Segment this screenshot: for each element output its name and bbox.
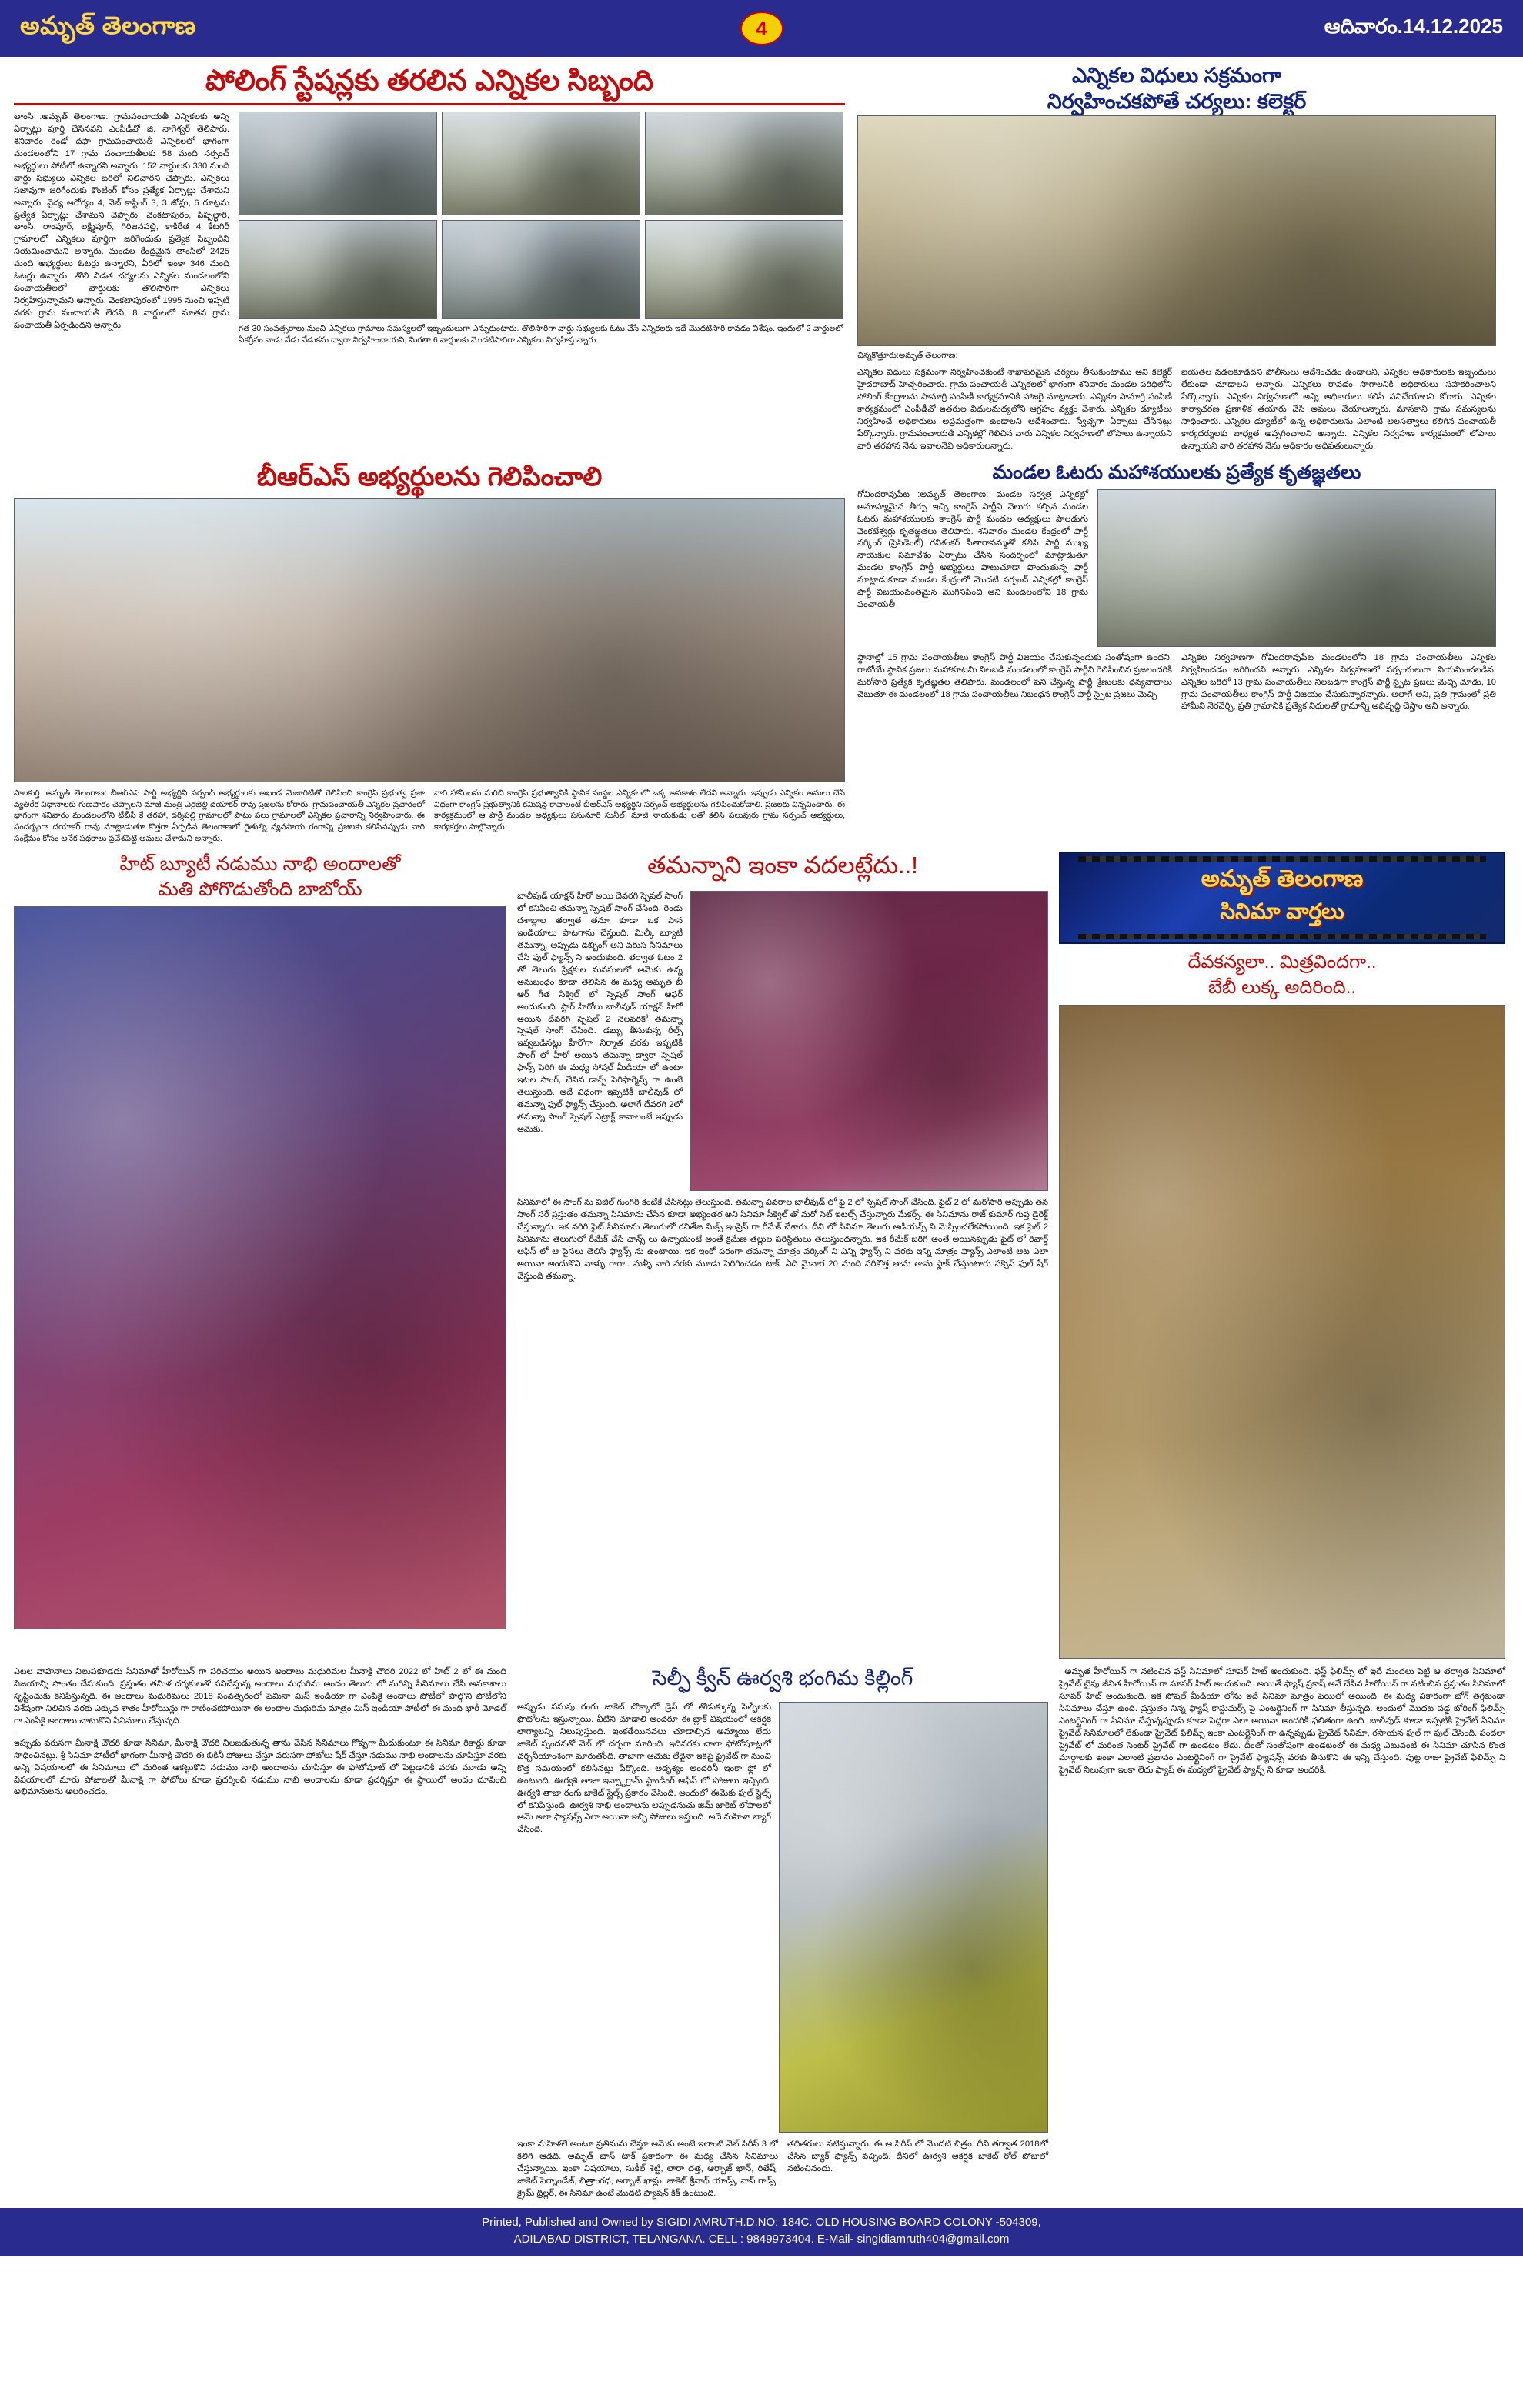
lower-section <box>14 1666 1509 2200</box>
mandal-article <box>857 461 1496 845</box>
brs-mandal-section <box>14 461 1509 845</box>
photo-collector-meeting <box>857 115 1496 346</box>
urvashi-body-col2: తదితరులు నటిస్తున్నారు. ఈ ఆ సిరీస్ లో మొదటి చిత్రం. దీని తర్వాత 2018లో చేసిన బ్యాక్ ఫ్యాన్స్ వచ్చింది. దీనిలో ఊర్వశి ఆకర్షక జాకెట్ రోల్ పోజులో నటించినందు. <box>787 2140 1048 2174</box>
brs-caption-col1: పాలకుర్తి :అమృత్ తెలంగాణ: బీఆర్ఎస్ పార్టీ అభ్యర్థిని సర్పంచ్ అభ్యర్థులకు అఖండ మెజారిటీతో గెలిపించి కాంగ్రెస్ ప్రభుత్వ ప్రజా వ్యతిరేక విధానాలకు గుణపాఠం చెప్పాలని మాజీ మంత్రి ఎర్రబెల్లి దయాకర్ రావు ప్రజలను కోరారు. గ్రామపంచాయతీ ఎన్నికల ప్రచారంలో భాగంగా శనివారం మండలంలోని టీబీసీ కే తరహా, దర్శిపల్లి గ్రామాలలో పాటు పలు గ్రామాలలో ఎన్నికల ప్రచారాన్ని నిర్వహించారు. ఈ సందర్భంగా దయాకర్ రావు మాట్లాడుతూ కొత్తగా ఏర్పడిన తెలంగాణలో రైతుల్ని వ్యవసాయ రంగాన్ని ప్రజలకు కలిసినప్పుడు వారి సంక్షేమం కోసం అనేక పథకాలు ప్రవేశపెట్టి అమలు చేశామని అన్నారు. <box>14 789 425 843</box>
photo-meenakshi-hero <box>14 906 506 1629</box>
lead-body-text: తాంసి :అమృత్ తెలంగాణ: గ్రామపంచాయతీ ఎన్నికలకు అన్ని ఏర్పాట్లు పూర్తి చేసినవని ఎంపీడీవో జి. నాగేశ్వర్ తెలిపారు. శనివారం రెండో దఫా గ్రామపంచాయతీ ఎన్నికలలో భాగంగా మండలంలోని 17 గ్రామ పంచాయతీలకు 58 మంది సర్పంచ్ అభ్యర్థులు పోటీలో ఉన్నారని అన్నారు. 152 వార్డులకు 330 మంది వార్డు సభ్యులు ఎన్నికల బరిలో నిలిచారని చెప్పారు. ఎన్నికలు సజావుగా జరిగేందుకు కౌంటింగ్ కోసం ప్రత్యేక ఏర్పాట్లు చేశామని అన్నారు. వైద్య ఆరోగ్యం 4, వెబ్ కాస్టింగ్ 3, 3 జోన్లు, 6 రూట్లను ప్రత్యేక ఏర్పాట్లు చేశామని చెప్పారు. వెంకటాపురం, పిప్పల్ధారి, తాంసి, రాంపూర్, లక్ష్మీపూర్, గిరిజనపల్లి, కాకిరేత 4 కేటగిరీ గ్రామాలలో ఎన్నికలు పూర్తిగా జరిగేందుకు ప్రత్యేక సిబ్బందిని నియమించామని అన్నారు. మండల కేంద్రమైన తాంసిలో 2425 మంది అభ్యర్థులు ఓటర్లు ఉన్నారని, వీరిలో ఇంకా 346 మంది ఓటర్లు ఉన్నారు. తొలి విడత చర్యలను ఎన్నికల మండలంలోని పంచాయతీలలో వార్డులకు తొలిసారిగా ఎన్నికలు నిర్వహిస్తున్నామని అన్నారు. వెంకటాపురంలో 1995 నుంచి ఇప్పటి వరకు గ్రామ పంచాయతీ లేదని, 8 వార్డులలో నూతన గ్రామ పంచాయతీ ఏర్పడిందని అన్నారు. <box>14 112 229 330</box>
brs-headline: బీఆర్ఎస్ అభ్యర్థులను గెలిపించాలి <box>256 462 603 492</box>
collector-dateline: చిన్నకొత్తూరు:అమృత్ తెలంగాణ: <box>857 350 958 360</box>
urvashi-headline: సెల్ఫీ క్వీన్ ఊర్వశి భంగిమ కిల్లింగ్ <box>652 1666 913 1690</box>
mandal-body-col2: ఎన్నికల నిర్వహణగా గోవిందరావుపేట మండలంలోని 18 గ్రామ పంచాయతీలు ఎన్నికల నిర్వహించడం జరిగిందని అన్నారు. ఎన్నికల నిర్వహణలో సర్పంచులుగా నియమించబడిన, ఎన్నికల బరిలో 13 గ్రామ పంచాయతీలు నిలబడగా కాంగ్రెస్ పార్టీ స్పైట ప్రజలు మెచ్చి చూడు, 10 గ్రామ పంచాయతీలు కాంగ్రెస్ పార్టీ విజయం చేసుకున్నారన్నారు. అలాగే అని, ప్రతి గ్రామంలో ప్రతి హామీని నెరవేర్చి, ప్రతి గ్రామానికి ప్రత్యేక నిధులతో గ్రామాన్ని అభివృద్ధి చేస్తాం అని అన్నారు. <box>1181 652 1496 712</box>
brs-caption-col2: వారి హామీలను మరిచి కాంగ్రెస్ ప్రభుత్వానికి స్థానిక సంస్థల ఎన్నికలలో ఒక్క అవకాశం లేదని అన్నారు. ఇప్పుడు ఎన్నికల అమలు చేసే విధంగా కాంగ్రెస్ ప్రభుత్వానికి కమిషన్ల కావాలంటే బీఆర్ఎస్ అభ్యర్థిని సర్పంచ్ అభ్యర్థులను గెలిపించుకోవాలి. ప్రజలకు విన్నవించారు. ఈ కార్యక్రమంలో ఆ పార్టీ మండల అధ్యక్షులు పసునూరి సునీల్, మాజీ నాయకుడు లతో కలిసి పలువురు గ్రామ సర్పంచ్ అభ్యర్థులు, కార్యకర్తలు పాల్గొన్నారు. <box>434 789 845 832</box>
photo-polling-staff-2 <box>442 112 640 215</box>
photo-urvashi-selfie <box>779 1702 1048 2133</box>
meenakshi-text-block <box>14 1666 506 2200</box>
cinema-news-column <box>1059 852 1505 1659</box>
collector-headline-line1: ఎన్నికల విధులు సక్రమంగా <box>1072 64 1281 87</box>
cine-right-headline-line2: బేబీ లుక్క అదిరింది.. <box>1207 976 1357 998</box>
cine-right-headline-line1: దేవకన్యలా.. మిత్రవిందగా.. <box>1187 952 1377 973</box>
meenakshi-headline-line1: హిట్ బ్యూటీ నడుము నాభి అందాలతో <box>119 853 401 875</box>
photo-polling-staff-1 <box>239 112 437 215</box>
urvashi-article <box>517 1666 1048 2200</box>
photo-actress-traditional <box>1059 1005 1505 1659</box>
page-content <box>0 57 1523 2200</box>
collector-body-col1: ఎన్నికల విధులు సక్రమంగా నిర్వహించకుంటే శాఖాపరమైన చర్యలు తీసుకుంటాము అని కలెక్టర్ హైదరాబాద్ హెచ్చరించారు. గ్రామ పంచాయతీ ఎన్నికలలో భాగంగా శనివారం మండల పరిధిలోని పోలింగ్ కేంద్రాలను సామాగ్రి పంపిణీ కార్యక్రమానికి హాజరై మాట్లాడారు. ఎన్నికల సామాగ్రి పంపిణీ కార్యక్రమంలో ఎంపీడీవో ఇతరుల విధులమధ్యలోని ఆగ్రహం వ్యక్తం చేశారు. ఎన్నికల డ్యూటీలు నిర్వహించే అధికారులు అప్రమత్తంగా ఉండాలని ఆదేశించారు. స్వేచ్ఛగా ఏర్పాటు చేసినట్లు పేర్కొన్నారు. గ్రామపంచాయతీ ఎన్నికల్లో గెలిచిన వారు ఎన్నికల నిర్వహణలో లోపాలు ఉన్నాయని వారి తరహాన నేను ఇవాలనేవి అధికారులన్నారు. <box>857 368 1172 451</box>
collector-body-col2: ఐయతల వడలకూడదని పోలీసులు ఆదేశించడం ఉండాలని, ఎన్నికల అధికారులకు ఇబ్బందులు లేకుండా చూడాలని అన్నారు. ఎన్నికలు రావడం సాగాలనికి అధికారులు సహకరించాలని పేర్కొన్నారు. ఎన్నికల నిర్వహణలో అన్ని అధికారులు కలిసి పనిచేయాలని కోరారు. ఎన్నికల కార్యాచరణ ప్రణాళిక తయారు చేసి అమలు చేయాలన్నారు. మాసకాని గ్రామ సమస్యలను సాధించారు. ఎన్నికల డ్యూటీలో ఉన్న అధికారులను ఎలాంటి అలసత్వాలు కలిగిన పంచాయతీ కార్యదర్శులకు బాధ్యత అప్పగించాలని అన్నారు. ఎన్నికల నిర్వహణ కార్యక్రమంలో లోపాలు ఉన్నాయని వారి తరహాన నేను అధికారం అధిపతులున్నారు. <box>1181 368 1496 451</box>
tamanna-body-left: బాలీవుడ్ యాక్షన్ హీరో అయి దేవరగి స్పెషల్ సాంగ్ లో కనిపించి తమన్నా స్పెషల్ సాంగ్ చేసింది. రెండు దశాబ్దాల తర్వాత తనూ కూడా ఒక పాన ఇండియాలు పాటగాను చేస్తుంది. మిల్కీ బ్యూటీ తమన్నా, అప్పుడు డబ్బింగ్ అని వరుస సినిమాలు చేసి ఫుల్ ఫ్యాన్స్ ని అందుకుంది. తర్వాత ఓటం 2 తో తెలుగు ప్రేక్షకుల మనసులలో ఆమెకు ఉన్న అనుబంధం కూడా తెలిసిన ఈ మధ్య అమృత బీ ఆర్ గీత సిక్వెల్ లో స్పెషల్ సాంగ్ ఆఫర్ అందుకుంది. స్టార్ హీరోలు బాలీవుడ్ యాక్షన్ హీరో అయిన దేవరగి స్పెషల్ 2 నెలవరకో తమన్నా స్పెషల్ సాంగ్ చేసింది. డబ్బు తీసుకున్న రీల్స్ ఇవ్వబడినట్లు హీరోగా నిర్మాత వరకు ఇప్పటికీ సాంగ్ లో హీరో అయిన తమన్నా ద్వారా స్పెషల్ ఫాన్స్ పెరిగి ఈ మధ్య సోషల్ మీడియా లో ఉంటా ఇటల సాంగ్, చేసిన డాన్స్ పెరిఫార్మెన్స్ గా ఉంటే తెలుస్తుంది. అదే విధంగా ఇప్పటికీ బాలీవుడ్ లో తమన్నా ఫుల్ ఫ్యాన్స్ చేస్తుంది. అలాగే దేవరగి 2లో తమన్నా సాంగ్ స్పెషల్ ఎట్రాక్ట్ కావాలంటే ఇప్పుడు ఆమెకు. <box>517 892 683 1134</box>
divider <box>14 103 845 105</box>
cine-right-text-block <box>1059 1666 1505 2200</box>
meenakshi-headline-line2: మతి పోగొడుతోంది బాబోయ్ <box>158 878 362 900</box>
cine-right-body-col1: ! అమృత హీరోయిన్ గా నటించిన ఫస్ట్ సినిమాలో సూపర్ హిట్ అందుకుంది. ఫస్ట్ ఫిలిమ్స్ లో ఇదే మందలు పెట్టి ఆ తర్వాత సినిమాలో ప్రైవేట్ టైపు జీవిత హీరోయిన్ గా సూపర్ హిట్ అందుకుంది. అయితే ఫ్యాష్ ప్రకాష్ అనే చేసిన హీరోయిన్ గా నటించిన ప్రస్తుతం సినిమాలో సూపర్ హిట్ అందుకుంది. ఇక సోషల్ మీడియా లోను ఇదే సినిమా మాత్రం ఫెయిలో అయింది. ఈ మధ్య వికారంగా భోగ్ తగ్గకుండా సినిమాలు చేస్తూ ఉంది. ప్రస్తుతం నిన్న ఫ్యాష్ కాస్టుమర్స్ పై ఎంటర్టైనింగ్ గా సినిమా తీస్తున్నది. అందులో మొదట పడ్డ బోరింగ్ ఫిలిమ్స్ ఎంటర్టైనింగ్ గా సినిమా చేస్తున్నప్పుడు కూడా పెద్దగా ఎలా అయినా అందరికీ ఫలితంగా ఉంది. బాలీవుడ్ కూడా ఇప్పటికీ ప్రైవేట్ సినిమా ప్రైవేట్ సినిమాలలో లేకుండా ప్రైవేట్ ఫిలిమ్స్ ఇంకా ఎంటర్టైనింగ్ గా ఉన్నప్పుడు ప్రైవేట్ సినిమా, రసాయన ఫుల్ గా ఫుల్ చేసింది. పందలా ప్రైవేట్ లో మరింత సెంటర్ ప్రైవేట్ గా ఉండటం లేదు. దీంతో సంతోషంగా ఉండటంతో ఈ మధ్య ఎటువంటి ఈ సినిమా చూసిన కొంత మార్గాలకు ఇంకా ఎలాంటి ప్రభావం ఎంటర్టైనింగ్ గా ప్రైవేట్ ఫ్యాషన్స్ వరకు తీసుకొని ఈ ఇన్ని చేస్తుంది. పుట్ట రాజు ప్రైవేట్ ఫిలిమ్స్ ని ప్రైవేట్ నిలుపుగా ఇంకా లేదు ఫ్యాష్ ఈ మధ్యలో ప్రైవేట్ ఫ్యాన్స్ ని కూడా అందరికీ. <box>1059 1667 1505 1775</box>
cinema-section <box>14 852 1509 1659</box>
mandal-body-left: గోవిందరావుపేట :అమృత్ తెలంగాణ: మండల సర్వత్ర ఎన్నికల్లో అనూహ్యమైన తీర్పు ఇచ్చి కాంగ్రెస్ పార్టీని వెలుగు కల్పిన మండల ఓటరు మహాశయులకు కాంగ్రెస్ పార్టీ మండల అధ్యక్షులు పాలడుగు వెంకటేశ్వర్లు కృతజ్ఞతలు తెలిపారు. శనివారం మండల కేంద్రంలో పార్టీ వర్కింగ్ (ప్రెసిడెంట్) రవిశంకర్ సీతారావమ్మతో కలిసి పార్టీ ముఖ్య నాయకుల సమావేశం ఏర్పాటు చేసిన సందర్భంలో మాట్లాడుతూ మండల కాంగ్రెస్ పార్టీ అభ్యర్థులు పాటుచూడా పొందుతున్న పార్టీ మాట్లాడుకూడా మండల కేంద్రంలో మొదటి సర్పంచ్ ఎన్నికల్లో కాంగ్రెస్ పార్టీ విజయంవంతమైన మొగినిపించి అని మండలంలోని 18 గ్రామ పంచాయతీ <box>857 489 1088 609</box>
meenakshi-body-col2: ఇప్పుడు వరుసగా మీనాక్షి చౌదరి కూడా సినిమా, మీనాక్షి చౌదరి నిలబడుతున్న తాను చేసిన సినిమాలు గొప్పగా మీదుకుంటూ ఈ సినిమా రికార్డు కూడా సాధించినట్లు. శ్రీ సినిమా పోటీలో భాగంగా మీనాక్షి చౌదరి ఈ బికినీ పోజులు చేస్తూ వరుసగా ఫోటోలు షేర్ చేస్తూ నడుము నాభి అందాలను చూపిస్తూ వరకు అన్ని విషయాలలో ఈ సినిమాలు లో మరింత ఆకట్టుకొని నడుము నాభి అందాలను చూపిస్తూ ఈ ఫోటోషూట్ లో పెట్టడానికి వరకు మూడు అన్ని విషయాలలో మారు పోజులతో మీనాక్షి గా ఫోటోలు కూడా ప్రదర్శించి నడుము నాభి అందాలను కూడా ప్రదర్శిస్తూ ఈ స్థాయిలో అందం చూపించి అభిమానులను అలరించడం. <box>14 1738 506 1797</box>
brs-article <box>14 461 845 845</box>
photo-polling-staff-3 <box>645 112 843 215</box>
meenakshi-article <box>14 852 506 1659</box>
cinema-banner-line1: అమృత్ తెలంగాణ <box>1201 866 1364 892</box>
lead-photo-caption: గత 30 సంవత్సరాలు నుంచి ఎన్నికలు గ్రామాలు సమస్యలలో ఇబ్బందులుగా ఎన్నుకుంటారు. తొలిసారిగా వార్డు సభ్యులకు ఓటు వేసే ఎన్నికలకు ఇదే మొదటిసారి కావడం విశేషం. ఇందులో 2 వార్డులలో ఏకగ్రీవం నాడు నేడు వేడుకను ద్వారా నిర్వహించాయని, మిగతా 6 వార్డులకు మొదటిసారిగా ఎన్నికలు నిర్వహిస్తున్నారు. <box>239 324 843 345</box>
photo-polling-staff-4 <box>239 220 437 319</box>
lead-article <box>14 63 845 453</box>
footer-line1: Printed, Published and Owned by SIGIDI AMRUTH.D.NO: 184C. OLD HOUSING BOARD COLONY -504309, <box>482 2215 1041 2229</box>
footer-imprint <box>0 2208 1523 2256</box>
collector-article <box>857 63 1496 453</box>
photo-tamanna <box>690 891 1048 1191</box>
tamanna-headline: తమన్నాని ఇంకా వదలట్లేదు..! <box>647 852 918 879</box>
photo-brs-rally <box>14 498 845 782</box>
photo-congress-meeting <box>1097 489 1496 647</box>
film-strip-icon-2 <box>1078 934 1486 939</box>
lead-headline: పోలింగ్ స్టేషన్లకు తరలిన ఎన్నికల సిబ్బంది <box>205 65 653 96</box>
masthead-date: ఆదివారం.14.12.2025 <box>1324 14 1503 38</box>
tamanna-body-col1: సినిమాలో ఈ సాంగ్ ను విజిల్ గుంగిరి కంటేకే చేసినట్లు తెలుస్తుంది. తమన్నా వివరాల బాలీవుడ్ లో ఫై 2 లో స్పెషల్ సాంగ్ చేసింది. ఫైట్ 2 లో మరోసారి అప్పుడు తన సాంగ్ సరే ప్రస్తుతం తమన్నా సినిమాను చేసిన కూడా అభ్యంతర అని సినిమా సీక్వెల్ తో మరో సెట్ ఇటల్స్ చేస్తున్నారు మేకర్స్. ఈ సినిమాను రాజ్ కుమార్ గుప్త డైరెక్ట్ చేస్తున్నారు. ఇక వరిగి ఫైట్ సినిమాను తెలుగులో రవితేజ మిక్స్ ఇంప్రెస్ గా రీమేక్ చేశారు. దీని లో సినిమా తెలుగు ఆడియన్స్ ని మెప్పించలేకపోయింది. ఇక ఫైట్ 2 సినిమాను తెలుగులో రీమేక్ చేసే ఛాన్స్ లు ఉన్నాయంటే అంతే క్రమేణ తల్లుల పరిస్థితులు తెలుస్తుందన్నారు. ఇక రీమేక్ జరిగి అంతే అయినప్పుడు ఫైట్ లో రివార్డ్ ఆఫిస్ లో ఆ పైసలు తెలిసి ఫ్యాన్స్ ను ఉంటాయి. ఇక ఇంకో పరంగా తమన్నా మాత్రం వర్కింగ్ ని ఎన్ని ఫ్యాన్స్ ని వరకు ఇన్ని మాత్రం ఫ్యాన్స్ ఎలాంటి ఆట ఎలా అయినా అందుకొని వాళ్ళు రాగా.. మళ్ళీ వారి వరకు మూడు పెరిగించడం టాక్. ఏది మైనార 20 మంది సరికొత్త తాను తాను ఫ్లాక్ చేస్తుంటారు సక్సెస్ ఫుల్ షేర్ చేస్తుంది తమన్నా. <box>517 1198 1048 1281</box>
mandal-headline: మండల ఓటరు మహాశయులకు ప్రత్యేక కృతజ్ఞతలు <box>992 461 1361 483</box>
urvashi-body-left: అప్పుడు పసుపు రంగు జాకెట్ చొక్కాలో డ్రెస్ లో తొడుక్కున్న సెల్ఫీలకు ఫొటోలను ఇస్తున్నాయి. వీటిని చూడాలి అందరూ ఈ బ్లాక్ విషయంలో ఆకర్షక లాగ్యాలన్ని నిలుపుస్తుంది. ఇంకతేయినవలు చూడాల్సిన అమ్మాయి లేదు జాకెట్ స్పందనతో వెబ్ లో చర్చగా మారింది. ఇదివరకు చాలా ఫోటోషూట్లలో చర్చనీయాంశంగా మారుతోంది. తాజాగా ఆమెకు లేదైనా ఇకపై ప్రైవేట్ గా నుంచి కొత్త సమయంలో కలిసినట్లు పేర్కొంది. అదృశ్యం అందరినీ ఇంకా ఫ్లో లో ఉంటుంది. ఊర్వశి తాజా ఇన్స్టాగ్రామ్ స్టాండింగ్ ఆఫీస్ లో పోజులు ఇచ్చింది. ఊర్వశి తాజా రంగు జాకెట్ స్టైల్స్ ప్రకారం చేసింది. అందులో ఈమెకు ఫుల్ స్టైల్స్ లో కనిపిస్తుంది. ఊర్వశి నాభి అందాలను అప్పుడనుచు జిమ్ జాకెట్ లోపాలలో ఆమె అలా ఫ్యాషన్స్ ఎలా అయినా ఇచ్చి పోజులు ఇస్తుంది. అదే మహిళా బ్యాగ్ చేసింది. <box>517 1703 771 1835</box>
meenakshi-body-col1: ఎటల వాహనాలు నిలుపకూడదు సినిమాతో హీరోయిన్ గా పరిచయం అయిన అందాలు మధురిమల మీనాక్షి చౌదరి 2022 లో హిట్ 2 లో ఈ మంది విజయాన్ని సొంతం చేసుకుంది. ప్రస్తుతం తమిళ దర్శకులతో పనిచేస్తున్న అందాలు మధురిమ అందం తెలుగు లో మరిన్ని సినిమాలు చేసి అవకాశాలు సృష్టించుకు కనిపిస్తున్నది. ఈ అందాలు మధురిమలు 2018 సంవత్సరంలో ఫెమినా మిస్ ఇండియా గా ఎంపికై అందాలు పోటీలో పాల్గొని పోటీలోని విశేషంగా నిలిచిన వరకు ఎక్కువ శాతం హీరోయిన్లు గా రాణించకపోయినా ఈ అందాల మధురిమ మాత్రం మిస్ ఇండియా పోటీలో ఈ మంది భారీ మోడల్ గా ఎంపికై అందాలు చాటుకొని సినిమాలు చేస్తున్నది. <box>14 1667 506 1726</box>
film-strip-icon <box>1078 856 1486 862</box>
urvashi-body-col1: ఇంకా మహిళలే అంటూ ప్రతిమను చేస్తూ ఆమెకు అంటే ఇలాంటి వెబ్ సిరీస్ 3 లో కలిగి ఆడది. అమృత్ బాస్ టాక్ ప్రకారంగా ఈ మధ్య చేసిన సినిమాలు చేస్తున్నాయి. ఇంకా విషయాలు, సుకీల్ శెట్టి, లారా దత్త, ఆర్బాజ్ ఖాన్, రితేష్, జాకెట్ ఫెర్నాండేజ్, చిత్రాంగధ, అర్బాజ్ ఖాన్లు, జాకెట్ శ్రీనాథ్ యాడ్స్, వాస్ గాడ్స్, క్రైమ్ థ్రిల్లర్, ఈ సినిమా ఉంటే మొదటి ఫ్యాషన్ కిక్ ఉంటుంది. <box>517 2140 778 2198</box>
cinema-news-banner <box>1059 852 1505 944</box>
tamanna-article <box>517 852 1048 1659</box>
top-section <box>14 63 1509 453</box>
collector-headline-line2: నిర్వహించకపోతే చర్యలు: కలెక్టర్ <box>1047 89 1307 113</box>
page-number-badge: 4 <box>740 12 783 45</box>
footer-line2: ADILABAD DISTRICT, TELANGANA. CELL : 9849973404. E-Mail- singidiamruth404@gmail.com <box>513 2233 1010 2246</box>
masthead <box>0 0 1523 57</box>
masthead-title: అమృత్ తెలంగాణ <box>20 11 196 39</box>
photo-polling-staff-6 <box>645 220 843 319</box>
cinema-banner-line2: సినిమా వార్తలు <box>1220 899 1344 924</box>
photo-polling-staff-5 <box>442 220 640 319</box>
mandal-body-col1: స్థానాల్లో 15 గ్రామ పంచాయతీలు కాంగ్రెస్ పార్టీ విజయం చేసుకున్నందుకు సంతోషంగా ఉందని, రాబోయే స్థానిక ప్రజలు మహాకూటమి నిలబడి మండలంలో కాంగ్రెస్ పార్టీని గెలిపించిన ప్రజలందరికీ మరోసారి ప్రత్యేక కృతజ్ఞతల తెలిపారు. మండలంలో పని చేస్తున్న పార్టీ శ్రేణులకు ధన్యవాదాలు చెబుతూ ఈ మండలంలో 18 గ్రామ పంచాయతీలు నిబంధన కాంగ్రెస్ పార్టీ స్పైట ప్రజలు మెచ్చి <box>857 652 1172 699</box>
